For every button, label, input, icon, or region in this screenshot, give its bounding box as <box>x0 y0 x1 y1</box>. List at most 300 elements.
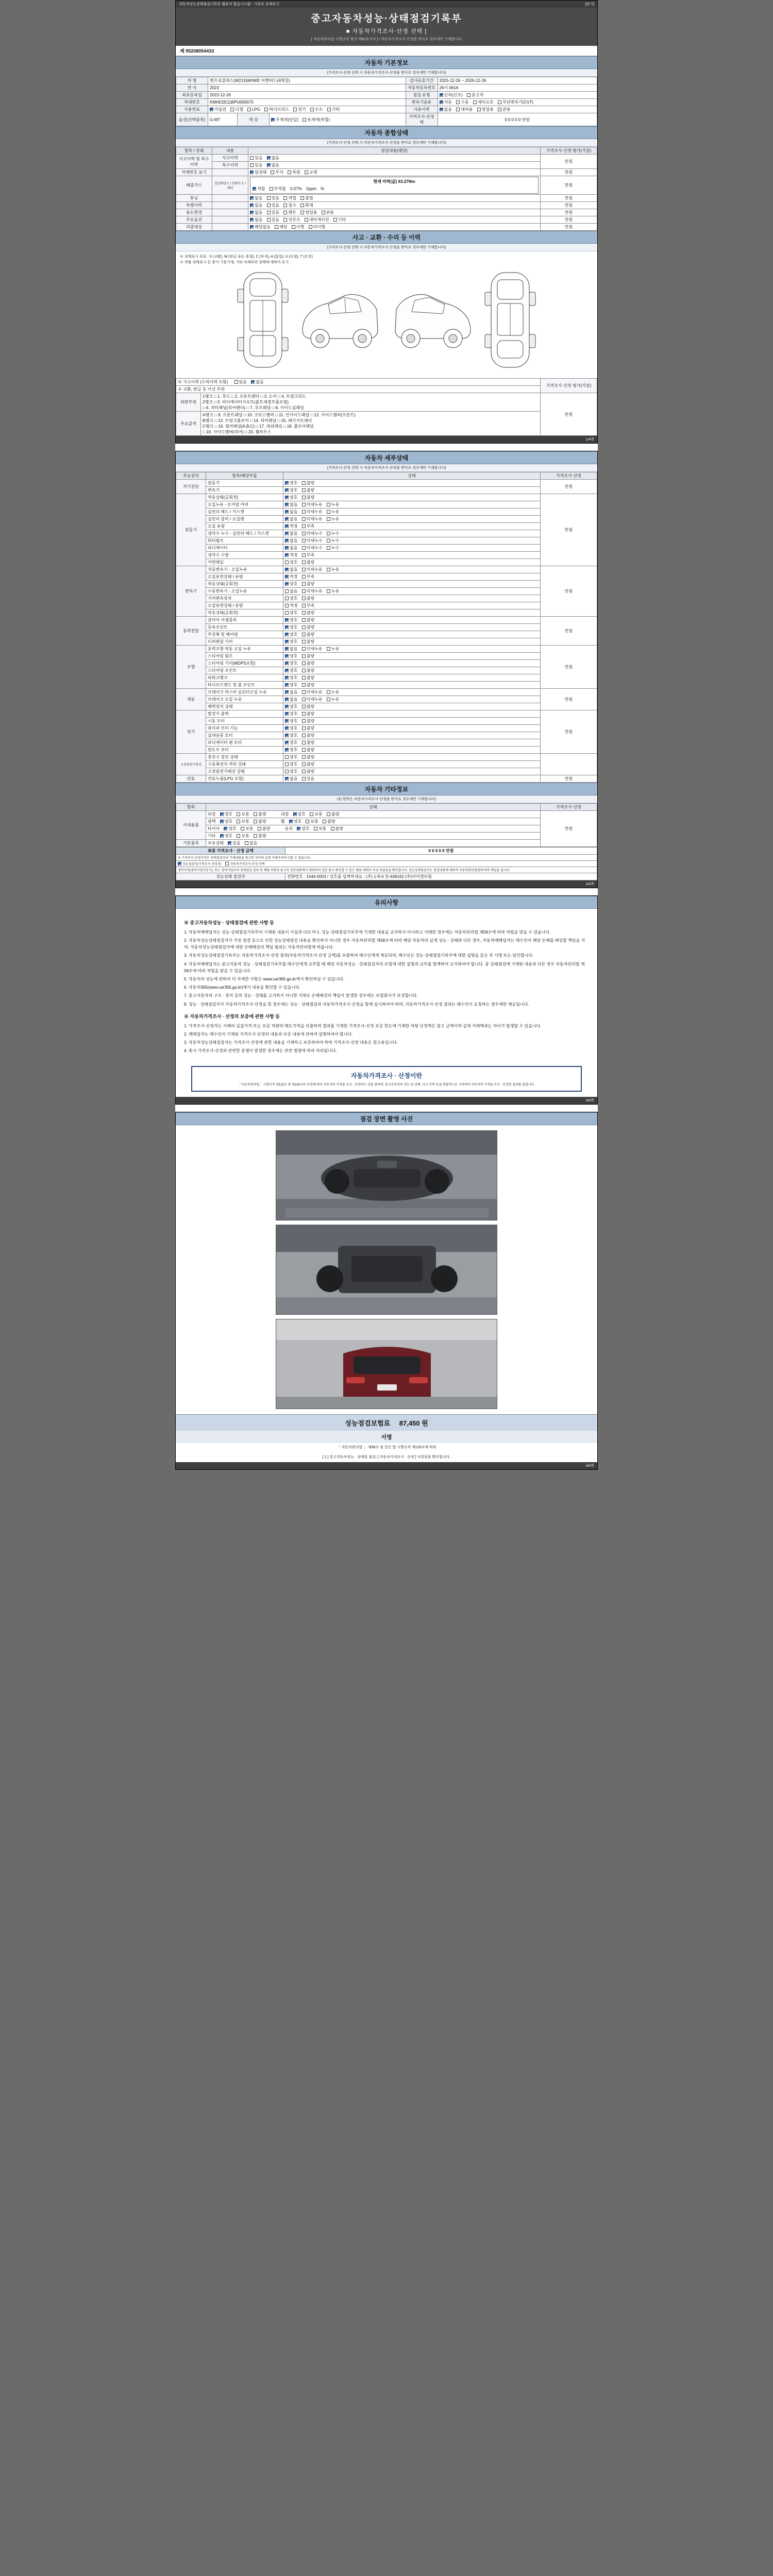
col-content: 내용 <box>212 147 248 155</box>
checkbox-fuel-lpg[interactable]: LPG <box>247 107 260 112</box>
item-trans-4: 기어변속장치 <box>206 595 283 602</box>
price-self-diagnosis: 만원 <box>541 480 597 494</box>
state-power-1 <box>283 624 541 631</box>
checkbox-insp-used[interactable]: 중고차 <box>467 92 483 98</box>
page-subtitle: ■ 자동차가격조사·산정 선택 ] <box>346 28 427 35</box>
checkbox-elec-0-b[interactable]: 불량 <box>302 711 314 717</box>
checkbox-usage-none[interactable]: 없음 <box>440 107 452 112</box>
checkbox-fuel-leak-none[interactable]: 없음 <box>285 776 297 782</box>
checkbox-hv-2-b[interactable]: 불량 <box>302 769 314 774</box>
checkbox-power-3-b[interactable]: 불량 <box>302 639 314 645</box>
notice-item-3: 4. 자동차매매업자는 중고자동차 성능 · 상태점검기록부를 매수인에게 교부할 때 해당 자동차성능 · 상태점검자의 보험에 대한 설명과 교부를 함께하여 교지하여야 합니다. 중 상태점검에 기재된 내용과 다른 경우 자동차관리법 제58조에 따라 처벌을 받을 수 있습니다. <box>184 961 585 973</box>
checkbox-use-yes[interactable]: 있음 <box>267 210 279 215</box>
checkbox-power-3-a[interactable]: 양호 <box>285 639 297 645</box>
col-price-eval: 가격조사·산정 평가(가감) <box>541 147 597 155</box>
price-eval-opt: 만원 <box>541 216 597 224</box>
notice-item-4: 5. 자동차의 성능에 관하여 더 자세한 사항은 www.car365.go.kr에서 확인하실 수 있습니다. <box>184 976 345 981</box>
checkbox-hold-yes[interactable]: 있음 <box>228 840 240 846</box>
checkbox-special-yes[interactable]: 있음 <box>250 162 262 168</box>
checkbox-use-none[interactable]: 없음 <box>250 210 262 215</box>
checkbox-engine-2-a[interactable]: 없음 <box>285 509 297 515</box>
checkbox-usage-rental[interactable]: 대여용 <box>456 107 473 112</box>
checkbox-elec-5-b[interactable]: 불량 <box>302 747 314 753</box>
footer-note-1: 「 자동차관리법 」 제58조 및 같은 법 시행규칙 제120조에 따라 <box>337 1446 436 1450</box>
checkbox-color-mono[interactable]: 무채색(단일) <box>271 117 298 123</box>
fee-value: 87,450 원 <box>399 1419 428 1428</box>
checkbox-insp-new[interactable]: 신차(신조) <box>440 92 463 98</box>
row-special-history-label: 특별이력 <box>176 202 212 209</box>
checkbox-steer-4-a[interactable]: 양호 <box>285 675 297 681</box>
checkbox-int-good[interactable]: 양호 <box>293 811 306 817</box>
checkbox-wheel-good[interactable]: 양호 <box>289 819 301 824</box>
photo-underbody-front-svg <box>276 1131 497 1221</box>
group-label-transmission: 변속기 <box>176 566 206 617</box>
checkbox-glass-normal[interactable]: 보통 <box>314 826 326 832</box>
checkbox-trans-1-b[interactable]: 부족 <box>302 574 314 580</box>
checkbox-fuel-leak-yes[interactable]: 있음 <box>302 776 314 782</box>
checkbox-trans-1-a[interactable]: 적정 <box>285 574 297 580</box>
item-steer-1: 스티어링 펌프 <box>206 653 283 660</box>
checkbox-elec-3-a[interactable]: 양호 <box>285 733 297 738</box>
item-steer-4: 파워크랭크 <box>206 674 283 682</box>
checkbox-tuning-yes[interactable]: 있음 <box>267 195 279 201</box>
checkbox-hv-1-b[interactable]: 불량 <box>302 761 314 767</box>
checkbox-trans-2-a[interactable]: 양호 <box>285 581 297 587</box>
checkbox-wheel-bad[interactable]: 불량 <box>323 819 335 824</box>
section-band-accident: 사고 · 교환 · 수리 등 이력 <box>176 231 597 244</box>
section-band-photos: 점검 장면 촬영 사진 <box>176 1112 597 1125</box>
notice2-item-2: 3. 자동차성능상태점검자는 가격조사·산정에 관한 내용을 기재하고 보증하여야 하며 가격조사·산정 내용은 참고용입니다. <box>184 1040 398 1045</box>
checkbox-tire-bad[interactable]: 불량 <box>258 826 270 832</box>
checkbox-etc-normal[interactable]: 보통 <box>237 833 249 839</box>
checkbox-trans-3-c[interactable]: 누유 <box>327 588 339 594</box>
checkbox-polish-normal[interactable]: 보통 <box>237 819 249 824</box>
photo-vehicle-rear-svg <box>276 1319 497 1409</box>
checkbox-power-2-b[interactable]: 불량 <box>302 632 314 637</box>
parts-frame-line-1: A랭크 □ 9. 프론트패널 □ 10. 크로스멤버 □ 11. 인사이드패널 □ 12. 사이드멤버(프론트) <box>203 413 356 417</box>
parts-outer-line-3: □ 6. 쿼터패널(리어펜더) □ 7. 루프패널 □ 8. 사이드실패널 <box>203 405 304 410</box>
checkbox-accident-hist-no[interactable]: 없음 <box>251 379 263 385</box>
price-transmission: 만원 <box>541 566 597 617</box>
checkbox-use-biz[interactable]: 영업용 <box>300 210 317 215</box>
checkbox-trans-0-c[interactable]: 누유 <box>327 567 339 572</box>
item-elec-1: 시동 모터 <box>206 718 283 725</box>
checkbox-brake-1-a[interactable]: 없음 <box>285 697 297 702</box>
item-engine-4: 오일 유량 <box>206 523 283 530</box>
item-trans-6: 작동상태(공회전) <box>206 609 283 617</box>
checkbox-engine-9-b[interactable]: 불량 <box>302 560 314 565</box>
checkbox-fuel-diesel[interactable]: 디젤 <box>230 107 243 112</box>
value-year: 2023 <box>208 84 406 92</box>
notice-item-5: 6. 자동차365(www.car365.go.kr)에서 내용을 확인할 수 있습니다. <box>184 985 300 990</box>
price-high-voltage <box>541 754 597 775</box>
state-trans-5 <box>283 602 541 609</box>
item-elec-2: 와이퍼 모터 기능 <box>206 725 283 732</box>
checkbox-elec-4-b[interactable]: 불량 <box>302 740 314 745</box>
checkbox-usage-gov[interactable]: 관용 <box>498 107 510 112</box>
value-first-reg: 2022-12-26 <box>208 92 406 99</box>
checkbox-emission-fail[interactable]: 부적합 <box>270 186 286 192</box>
checkbox-wheel-normal[interactable]: 보통 <box>306 819 318 824</box>
row-tuning-opts <box>248 195 541 202</box>
checkbox-engine-3-a[interactable]: 없음 <box>285 516 297 522</box>
checkbox-engine-6-b[interactable]: 미세누수 <box>302 538 323 544</box>
item-brake-1: 브레이크 오일 누유 <box>206 696 283 703</box>
parts-outer-line-2: 2랭크 □ 5. 라디에이터서포트(볼트체결부품포함) <box>203 400 289 404</box>
emission-smoke-unit: % <box>321 187 325 191</box>
checkbox-trans-manual[interactable]: 수동 <box>456 99 468 105</box>
checkbox-steer-5-a[interactable]: 양호 <box>285 682 297 688</box>
item-hv-1: 구동축전지 격리 상태 <box>206 761 283 768</box>
checkbox-tuning-legal[interactable]: 적법 <box>283 195 296 201</box>
state-hv-0 <box>283 754 541 761</box>
parts-frame-line-3: C랭크 □ 16. 필러패널(A,B,C) □ 17. 대쉬패널 □ 18. 플로어패널 <box>203 424 314 429</box>
checkbox-elec-1-b[interactable]: 불량 <box>302 718 314 724</box>
state-trans-6 <box>283 609 541 617</box>
inspection-fee-bar <box>176 1414 597 1431</box>
sheet-notice <box>175 895 598 1105</box>
checkbox-usage-business[interactable]: 영업용 <box>477 107 494 112</box>
checkbox-engine-7-c[interactable]: 누수 <box>327 545 339 551</box>
checkbox-use-gov[interactable]: 관용 <box>322 210 334 215</box>
checkbox-brake-1-b[interactable]: 미세누유 <box>302 697 323 702</box>
checkbox-fuel-hydrogen[interactable]: 수소 <box>310 107 323 112</box>
checkbox-engine-7-a[interactable]: 없음 <box>285 545 297 551</box>
diagram-legend-1: ※ 상태표시 부호 : X (교환), W (판금 또는 용접), C (부식), A (흠집), U (요철), T (손상) <box>180 255 313 259</box>
checkbox-vin-restored[interactable]: 복원 <box>288 170 300 175</box>
checkbox-opt-etc[interactable]: 기타 <box>333 217 346 223</box>
other-row-1 <box>206 818 541 825</box>
row-vin-mark-opts <box>248 169 541 176</box>
checkbox-hv-2-a[interactable]: 양호 <box>285 769 297 774</box>
item-self-engine: 원동기 <box>206 480 283 487</box>
state-fuel-0 <box>283 775 541 783</box>
col-part: 항목/해당부품 <box>206 472 283 480</box>
checkbox-fuel-etc[interactable]: 기타 <box>327 107 340 112</box>
checkbox-power-0-a[interactable]: 양호 <box>285 617 297 623</box>
checkbox-opt-sunroof[interactable]: 선루프 <box>283 217 300 223</box>
checkbox-brake-1-c[interactable]: 누유 <box>327 697 339 702</box>
checkbox-elec-5-a[interactable]: 양호 <box>285 747 297 753</box>
final-price-title: 최종 가격조사 · 산정 금액 <box>176 848 285 855</box>
state-trans-3 <box>283 588 541 595</box>
checkbox-engine-2-c[interactable]: 누유 <box>327 509 339 515</box>
label-reg-number: 자동차등록번호 <box>406 84 438 92</box>
row-tuning-label: 튜닝 <box>176 195 212 202</box>
window-close[interactable]: [닫기] <box>585 3 594 6</box>
checkbox-recall-done[interactable]: 이행 <box>292 224 304 230</box>
col-other-state: 상태 <box>206 804 541 811</box>
final-price-table <box>176 847 597 880</box>
checkbox-accident-hist-yes[interactable]: 있음 <box>234 379 247 385</box>
checkbox-spec-yes[interactable]: 있음 <box>267 202 279 208</box>
checkbox-elec-4-a[interactable]: 양호 <box>285 740 297 745</box>
checkbox-trans-5-a[interactable]: 적정 <box>285 603 297 608</box>
car-diagram-rear-view <box>482 268 539 373</box>
item-hv-2: 고전원전기배선 상태 <box>206 768 283 775</box>
price-electric: 만원 <box>541 710 597 754</box>
checkbox-engine-5-c[interactable]: 누수 <box>327 531 339 536</box>
parts-group-outer-list <box>201 393 541 412</box>
checkbox-engine-0-b[interactable]: 불량 <box>302 495 314 500</box>
checkbox-vin-corroded[interactable]: 부식 <box>271 170 283 175</box>
checkbox-engine-6-a[interactable]: 없음 <box>285 538 297 544</box>
item-trans-5: 오일유면상태 / 유량 <box>206 602 283 609</box>
state-engine-5 <box>283 530 541 537</box>
checkbox-use-rent[interactable]: 렌트 <box>283 210 296 215</box>
checkbox-fuel-electric[interactable]: 전기 <box>293 107 306 112</box>
checkbox-engine-2-b[interactable]: 미세누유 <box>302 509 323 515</box>
section-band-other: 자동차 기타정보 <box>176 783 597 795</box>
checkbox-engine-1-b[interactable]: 미세누유 <box>302 502 323 507</box>
checkbox-trans-6-b[interactable]: 불량 <box>302 610 314 616</box>
checkbox-trans-0-a[interactable]: 없음 <box>285 567 297 572</box>
definition-box-title: 자동차가격조사 · 산정이란 <box>350 1072 423 1080</box>
state-elec-3 <box>283 732 541 739</box>
checkbox-hv-0-b[interactable]: 불량 <box>302 754 314 760</box>
checkbox-self-engine-good[interactable]: 양호 <box>285 480 297 486</box>
state-elec-0 <box>283 710 541 718</box>
section-note-basic: (가격조사·산정 선택 시 자동차가격조사·산정을 받아요 경우에만 기재합니다) <box>176 69 597 77</box>
checkbox-trans-3-b[interactable]: 미세누유 <box>302 588 323 594</box>
checkbox-power-1-a[interactable]: 양호 <box>285 624 297 630</box>
notice-item-6: 7. 중고자동차의 구조 · 장치 등의 성능 · 상태를 고지하지 아니한 거래로 손해배상의 책임이 발생한 경우에는 보험회사가 보상합니다. <box>184 993 418 998</box>
checkbox-recall-notdone[interactable]: 미이행 <box>309 224 325 230</box>
checkbox-engine-1-c[interactable]: 누유 <box>327 502 339 507</box>
checkbox-trans-auto[interactable]: 자동 <box>440 99 452 105</box>
checkbox-hold-no[interactable]: 없음 <box>245 840 257 846</box>
label-color: 색 상 <box>238 113 270 126</box>
section-note-detail: (가격조사·산정 선택 시 자동차가격조사·산정을 받아요 경우에만 기재합니다) <box>176 464 597 472</box>
checkbox-engine-3-c[interactable]: 누유 <box>327 516 339 522</box>
state-power-2 <box>283 631 541 638</box>
checkbox-elec-3-b[interactable]: 불량 <box>302 733 314 738</box>
other-group-interior: 사내용품 <box>176 811 206 840</box>
state-steer-4 <box>283 674 541 682</box>
checkbox-vin-replaced[interactable]: 교체 <box>305 170 317 175</box>
value-option: G-MT <box>208 113 238 126</box>
item-steer-3: 스티어링 조인트 <box>206 667 283 674</box>
checkbox-etc-good[interactable]: 양호 <box>220 833 232 839</box>
checkbox-brake-2-b[interactable]: 불량 <box>302 704 314 709</box>
checkbox-trans-4-a[interactable]: 양호 <box>285 596 297 601</box>
checkbox-brake-0-b[interactable]: 미세누유 <box>302 689 323 695</box>
checkbox-spec-fire[interactable]: 화재 <box>300 202 313 208</box>
other-row-0 <box>206 811 541 818</box>
checkbox-engine-0-a[interactable]: 양호 <box>285 495 297 500</box>
group-label-powertrain: 동력전달 <box>176 617 206 646</box>
notice-body <box>176 909 597 1061</box>
checkbox-vin-original[interactable]: 원상태 <box>250 170 266 175</box>
car-side-right-svg <box>389 268 477 371</box>
state-power-0 <box>283 617 541 624</box>
checkbox-glass-bad[interactable]: 불량 <box>331 826 343 832</box>
photo-underbody-rear-svg <box>276 1225 497 1315</box>
checkbox-brake-2-a[interactable]: 양호 <box>285 704 297 709</box>
window-topbar <box>176 1 597 8</box>
other-group-basic-items: 기본품목 <box>176 840 206 847</box>
col-other-price: 가격조사·산정 <box>541 804 597 811</box>
checkbox-opt-navi[interactable]: 내비게이션 <box>305 217 329 223</box>
item-engine-6: 워터펌프 <box>206 537 283 545</box>
state-trans-4 <box>283 595 541 602</box>
checkbox-steer-1-b[interactable]: 불량 <box>302 653 314 659</box>
checkbox-steer-3-a[interactable]: 양호 <box>285 668 297 673</box>
checkbox-brake-0-c[interactable]: 누유 <box>327 689 339 695</box>
window-title: 자동차성능상태점검기록부 웹뷰어 발급시스템 - 기록부 상세보기 <box>179 3 279 6</box>
row-usechange-opts <box>248 209 541 216</box>
checkbox-steer-2-b[interactable]: 불량 <box>302 660 314 666</box>
state-steer-1 <box>283 653 541 660</box>
col-state: 상태 <box>283 472 541 480</box>
state-elec-1 <box>283 718 541 725</box>
value-vin: KMHD2E11BPU006570 <box>208 99 406 106</box>
other-label-exterior: 외장 <box>208 812 216 817</box>
checkbox-steer-5-b[interactable]: 불량 <box>302 682 314 688</box>
checkbox-steer-0-c[interactable]: 누유 <box>327 646 339 652</box>
state-steer-3 <box>283 667 541 674</box>
checkbox-accident-yes[interactable]: 있음 <box>250 155 262 161</box>
checkbox-tuning-none[interactable]: 없음 <box>250 195 262 201</box>
checkbox-self-trans-bad[interactable]: 불량 <box>302 487 314 493</box>
checkbox-polish-bad[interactable]: 불량 <box>254 819 266 824</box>
checkbox-price-survey-role[interactable]: 자동차가격조사·산정 선택 <box>225 861 264 866</box>
car-diagram-side-right <box>389 268 477 373</box>
checkbox-fuel-gasoline[interactable]: 가솔린 <box>210 107 226 112</box>
checkbox-fuel-hybrid[interactable]: 하이브리드 <box>264 107 289 112</box>
checkbox-steer-0-a[interactable]: 없음 <box>285 646 297 652</box>
checkbox-tire-good[interactable]: 양호 <box>224 826 236 832</box>
checkbox-opt-yes[interactable]: 있음 <box>267 217 279 223</box>
checkbox-etc-bad[interactable]: 불량 <box>254 833 266 839</box>
checkbox-power-0-b[interactable]: 불량 <box>302 617 314 623</box>
parts-frame-line-2: B랭크 □ 13. 트렁크플로어 □ 14. 리어패널 □ 15. 패키지트레이 <box>203 418 312 423</box>
checkbox-tuning-illegal[interactable]: 불법 <box>300 195 313 201</box>
checkbox-engine-3-b[interactable]: 미세누유 <box>302 516 323 522</box>
state-brake-1 <box>283 696 541 703</box>
checkbox-trans-5-b[interactable]: 부족 <box>302 603 314 608</box>
basic-info-table <box>176 77 597 126</box>
accident-parts-table <box>176 378 597 436</box>
photo-vehicle-rear <box>276 1319 497 1409</box>
checkbox-brake-0-a[interactable]: 없음 <box>285 689 297 695</box>
parts-outer-line-1: 1랭크 □ 1. 후드 □ 2. 프론트펜더 □ 3. 도어 □ 4. 트렁크리드 <box>203 394 306 399</box>
final-price-note: ※ 가격조사·산정가격은 상태점검자의 기재내용을 참고한 것이며 실제 거래가격과 다를 수 있습니다. <box>176 855 597 861</box>
checkbox-power-1-b[interactable]: 불량 <box>302 624 314 630</box>
checkbox-power-2-a[interactable]: 양호 <box>285 632 297 637</box>
value-price-result: 0 0 0 0 0 만원 <box>438 113 597 126</box>
checkbox-ext-bad[interactable]: 불량 <box>254 811 266 817</box>
checkbox-int-bad[interactable]: 불량 <box>327 811 339 817</box>
checkbox-steer-2-a[interactable]: 양호 <box>285 660 297 666</box>
checkbox-engine-7-b[interactable]: 미세누수 <box>302 545 323 551</box>
value-color <box>270 113 406 126</box>
checkbox-trans-4-b[interactable]: 불량 <box>302 596 314 601</box>
checkbox-ext-normal[interactable]: 보통 <box>237 811 249 817</box>
checkbox-trans-2-b[interactable]: 불량 <box>302 581 314 587</box>
label-year: 연 식 <box>176 84 208 92</box>
row-accident-opts <box>248 155 541 162</box>
checkbox-emission-pass[interactable]: 적합 <box>253 186 265 192</box>
row-accident-sub1: 사고이력 <box>212 155 248 162</box>
checkbox-engine-4-b[interactable]: 부족 <box>302 523 314 529</box>
checkbox-elec-0-a[interactable]: 양호 <box>285 711 297 717</box>
checkbox-spec-none[interactable]: 없음 <box>250 202 262 208</box>
sheet3-footer: 3/4쪽 <box>176 1097 597 1104</box>
checkbox-inspector-role[interactable]: 성능점검자(가격조사·산정자) <box>178 861 222 866</box>
label-car-name: 차 명 <box>176 77 208 84</box>
checkbox-elec-2-a[interactable]: 양호 <box>285 725 297 731</box>
checkbox-self-trans-good[interactable]: 양호 <box>285 487 297 493</box>
checkbox-hv-0-a[interactable]: 양호 <box>285 754 297 760</box>
checkbox-int-normal[interactable]: 보통 <box>310 811 322 817</box>
checkbox-elec-1-a[interactable]: 양호 <box>285 718 297 724</box>
checkbox-polish-good[interactable]: 양호 <box>220 819 232 824</box>
checkbox-engine-4-a[interactable]: 적정 <box>285 523 297 529</box>
checkbox-engine-8-b[interactable]: 부족 <box>302 552 314 558</box>
checkbox-trans-6-a[interactable]: 양호 <box>285 610 297 616</box>
checkbox-steer-3-b[interactable]: 불량 <box>302 668 314 673</box>
checkbox-engine-5-b[interactable]: 미세누수 <box>302 531 323 536</box>
diagram-legend-2: ※ 착탈 상태표시 등 용어 기준기재, 기타 차체부위 상태에 대하여 표기 <box>180 260 289 264</box>
state-engine-9 <box>283 559 541 566</box>
checkbox-engine-5-a[interactable]: 없음 <box>285 531 297 536</box>
checkbox-opt-none[interactable]: 없음 <box>250 217 262 223</box>
checkbox-color-multi[interactable]: 유채색(복합) <box>303 117 330 123</box>
checkbox-special-no[interactable]: 없음 <box>267 162 279 168</box>
page-legal-note: [ 자동차관리법 시행규칙 별지 제82호서식 ] / 자동차가격조사·산정을 받아요 경우에만 기재합니다 <box>311 38 462 41</box>
car-diagrams <box>180 268 593 373</box>
checkbox-steer-4-b[interactable]: 불량 <box>302 675 314 681</box>
section-band-overall: 자동차 종합상태 <box>176 126 597 139</box>
checkbox-engine-9-a[interactable]: 양호 <box>285 560 297 565</box>
checkbox-engine-6-c[interactable]: 누수 <box>327 538 339 544</box>
parts-group-frame-list <box>201 412 541 436</box>
accident-history-row <box>176 379 541 386</box>
item-engine-9: 커먼레일 <box>206 559 283 566</box>
checkbox-hv-1-a[interactable]: 양호 <box>285 761 297 767</box>
checkbox-engine-8-a[interactable]: 적정 <box>285 552 297 558</box>
checkbox-engine-1-a[interactable]: 없음 <box>285 502 297 507</box>
price-eval-emission: 만원 <box>541 176 597 195</box>
checkbox-accident-no[interactable]: 없음 <box>267 155 279 161</box>
price-steering: 만원 <box>541 646 597 689</box>
checkbox-recall-na[interactable]: 해당없음 <box>250 224 271 230</box>
definition-box <box>191 1066 582 1092</box>
checkbox-spec-flood[interactable]: 침수 <box>283 202 296 208</box>
price-eval-spec: 만원 <box>541 202 597 209</box>
other-label-glass: 유리 <box>284 826 293 831</box>
checkbox-steer-1-a[interactable]: 양호 <box>285 653 297 659</box>
group-label-self-diagnosis: 자기진단 <box>176 480 206 494</box>
other-price-value: 만원 <box>541 811 597 847</box>
checkbox-glass-good[interactable]: 양호 <box>297 826 309 832</box>
checkbox-trans-cvt[interactable]: 무단변속기(CVT) <box>498 99 533 105</box>
checkbox-trans-semi[interactable]: 세미오토 <box>473 99 494 105</box>
checkbox-trans-3-a[interactable]: 없음 <box>285 588 297 594</box>
section-note-accident: (가격조사·산정 선택 시 자동차가격조사·산정을 받아요 경우에만 기재합니다) <box>176 244 597 251</box>
checkbox-self-engine-bad[interactable]: 불량 <box>302 480 314 486</box>
checkbox-steer-0-b[interactable]: 미세누유 <box>302 646 323 652</box>
checkbox-tire-normal[interactable]: 보통 <box>241 826 253 832</box>
car-diagram-front-view <box>234 268 291 373</box>
parts-group-frame-label: 주요골격 <box>176 412 201 436</box>
checkbox-ext-good[interactable]: 양호 <box>220 811 232 817</box>
checkbox-trans-0-b[interactable]: 미세누유 <box>302 567 323 572</box>
item-elec-5: 윈도우 모터 <box>206 747 283 754</box>
checkbox-elec-2-b[interactable]: 불량 <box>302 725 314 731</box>
checkbox-recall-yes[interactable]: 해당 <box>275 224 287 230</box>
